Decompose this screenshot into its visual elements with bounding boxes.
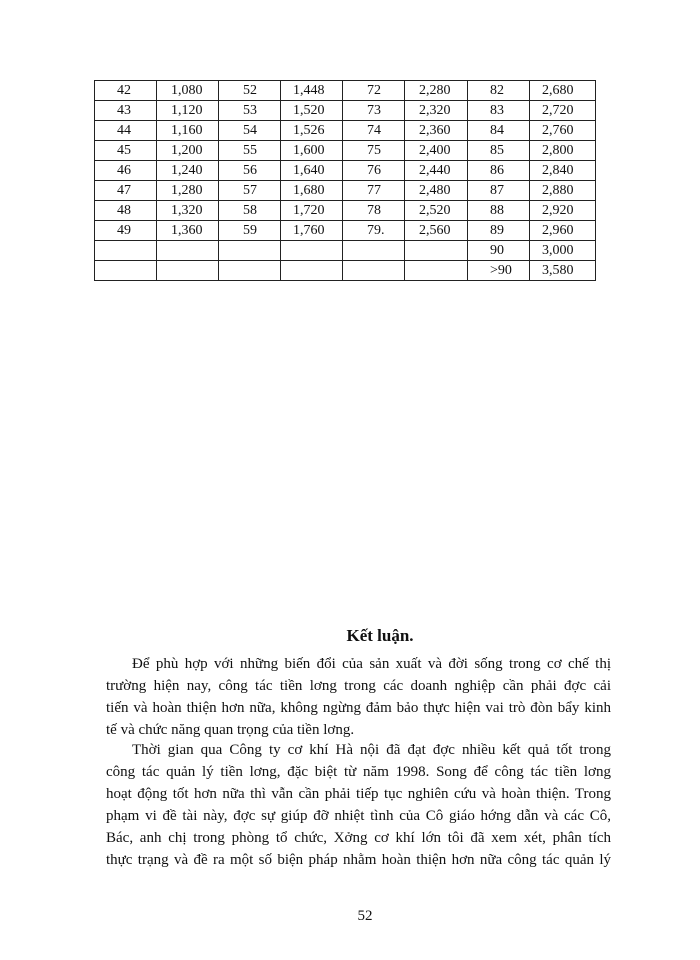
level-cell: 45 [95, 141, 157, 161]
level-cell: 76 [343, 161, 405, 181]
level-cell: 59 [219, 221, 281, 241]
level-cell: 89 [468, 221, 530, 241]
coefficient-cell: 2,840 [530, 161, 596, 181]
coefficient-cell: 3,000 [530, 241, 596, 261]
coefficient-cell: 2,880 [530, 181, 596, 201]
coefficient-cell: 1,120 [157, 101, 219, 121]
table-row [95, 141, 596, 161]
level-cell [343, 241, 405, 261]
level-cell: 85 [468, 141, 530, 161]
level-cell [219, 261, 281, 281]
conclusion-heading: Kết luận. [346, 626, 414, 645]
paragraph-line: tế và chức năng quan trọng của tiền lơng. [106, 722, 355, 738]
coefficient-cell [157, 261, 219, 281]
coefficient-cell: 1,080 [157, 81, 219, 101]
coefficient-cell: 1,320 [157, 201, 219, 221]
coefficient-cell: 2,680 [530, 81, 596, 101]
coefficient-table [94, 80, 596, 281]
paragraph-line: Để phù hợp với những biến đổi của sản xuất và đời sống trong cơ chế thị [132, 656, 611, 672]
level-cell: 78 [343, 201, 405, 221]
level-cell: 57 [219, 181, 281, 201]
level-cell: 53 [219, 101, 281, 121]
coefficient-cell: 2,320 [405, 101, 468, 121]
level-cell [219, 241, 281, 261]
level-cell: 56 [219, 161, 281, 181]
table-row [95, 161, 596, 181]
level-cell: 46 [95, 161, 157, 181]
paragraph-line: công tác quản lý tiền lơng, đặc biệt từ năm 1998. Song để công tác tiền lơng [106, 764, 611, 780]
level-cell: 43 [95, 101, 157, 121]
level-cell: 49 [95, 221, 157, 241]
table-row [95, 241, 596, 261]
coefficient-cell: 2,280 [405, 81, 468, 101]
coefficient-cell: 2,440 [405, 161, 468, 181]
coefficient-cell: 2,720 [530, 101, 596, 121]
coefficient-cell: 1,280 [157, 181, 219, 201]
level-cell: 87 [468, 181, 530, 201]
level-cell: 72 [343, 81, 405, 101]
paragraph-line: Bác, anh chị trong phòng tổ chức, Xởng cơ khí lớn tôi đã xem xét, phân tích [106, 830, 611, 846]
coefficient-cell [157, 241, 219, 261]
page-number: 52 [357, 908, 373, 924]
coefficient-cell: 2,400 [405, 141, 468, 161]
coefficient-cell [405, 241, 468, 261]
paragraph-line: trường hiện nay, công tác tiền lơng trong các doanh nghiệp cần phải đợc cải [106, 678, 611, 694]
level-cell: >90 [468, 261, 530, 281]
level-cell: 47 [95, 181, 157, 201]
table-row [95, 121, 596, 141]
coefficient-cell: 1,526 [281, 121, 343, 141]
conclusion-paragraph [106, 653, 611, 741]
level-cell [95, 261, 157, 281]
level-cell: 77 [343, 181, 405, 201]
table-row [95, 101, 596, 121]
level-cell: 88 [468, 201, 530, 221]
level-cell: 44 [95, 121, 157, 141]
coefficient-cell [281, 241, 343, 261]
level-cell: 90 [468, 241, 530, 261]
coefficient-cell: 2,360 [405, 121, 468, 141]
level-cell [343, 261, 405, 281]
level-cell: 73 [343, 101, 405, 121]
level-cell: 54 [219, 121, 281, 141]
coefficient-cell: 3,580 [530, 261, 596, 281]
coefficient-cell: 2,960 [530, 221, 596, 241]
table-row [95, 221, 596, 241]
level-cell: 75 [343, 141, 405, 161]
coefficient-cell: 2,520 [405, 201, 468, 221]
conclusion-paragraph [106, 739, 611, 871]
coefficient-cell: 1,760 [281, 221, 343, 241]
level-cell: 48 [95, 201, 157, 221]
level-cell: 86 [468, 161, 530, 181]
level-cell: 82 [468, 81, 530, 101]
paragraph-line: Thời gian qua Công ty cơ khí Hà nội đã đạt đợc nhiều kết quả tốt trong [132, 742, 611, 758]
table-row [95, 261, 596, 281]
table-row [95, 181, 596, 201]
level-cell: 83 [468, 101, 530, 121]
paragraph-line: phạm vi đề tài này, đợc sự giúp đỡ nhiệt tình của Cô giáo hớng dẫn và các Cô, [106, 808, 611, 824]
paragraph-line: tiến và hoàn thiện hơn nữa, không ngừng đảm bảo thực hiện vai trò đòn bẩy kinh [106, 700, 611, 716]
level-cell: 55 [219, 141, 281, 161]
coefficient-cell: 2,760 [530, 121, 596, 141]
coefficient-cell: 1,200 [157, 141, 219, 161]
table-row [95, 201, 596, 221]
coefficient-cell: 2,800 [530, 141, 596, 161]
coefficient-cell: 1,160 [157, 121, 219, 141]
level-cell: 79. [343, 221, 405, 241]
coefficient-cell: 1,640 [281, 161, 343, 181]
level-cell: 58 [219, 201, 281, 221]
coefficient-cell: 1,240 [157, 161, 219, 181]
level-cell: 52 [219, 81, 281, 101]
coefficient-cell: 2,920 [530, 201, 596, 221]
coefficient-cell: 1,720 [281, 201, 343, 221]
coefficient-cell [281, 261, 343, 281]
level-cell: 84 [468, 121, 530, 141]
coefficient-cell: 2,560 [405, 221, 468, 241]
coefficient-cell: 1,680 [281, 181, 343, 201]
coefficient-cell: 1,520 [281, 101, 343, 121]
coefficient-cell: 1,360 [157, 221, 219, 241]
coefficient-cell: 2,480 [405, 181, 468, 201]
coefficient-cell [405, 261, 468, 281]
table-row [95, 81, 596, 101]
level-cell: 74 [343, 121, 405, 141]
paragraph-line: thực trạng và đề ra một số biện pháp nhằm hoàn thiện hơn nữa công tác quản lý [106, 852, 611, 868]
coefficient-cell: 1,448 [281, 81, 343, 101]
coefficient-cell: 1,600 [281, 141, 343, 161]
level-cell [95, 241, 157, 261]
level-cell: 42 [95, 81, 157, 101]
paragraph-line: hoạt động tốt hơn nữa thì vẫn cần phải tiếp tục nghiên cứu và hoàn thiện. Trong [106, 786, 611, 802]
